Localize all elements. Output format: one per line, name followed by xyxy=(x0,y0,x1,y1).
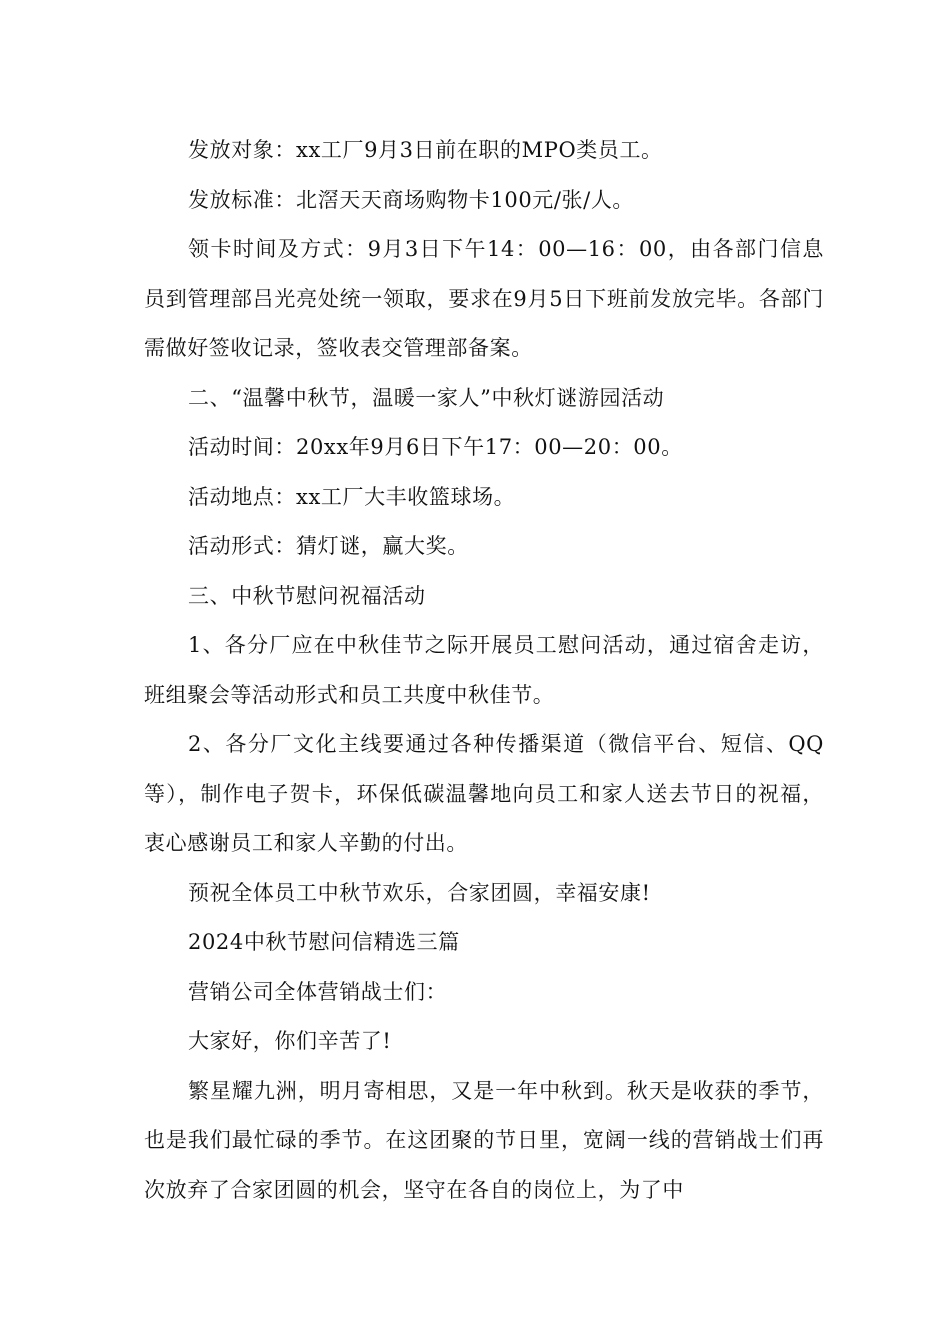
document-body xyxy=(144,126,824,1215)
paragraph-activity-time: 活动时间：20xx年9月6日下午17：00—20：00。 xyxy=(188,435,683,459)
letter-title: 2024中秋节慰问信精选三篇 xyxy=(188,930,460,954)
paragraph-standard: 发放标准：北滘天天商场购物卡100元/张/人。 xyxy=(188,187,635,212)
paragraph-item-1: 1、各分厂应在中秋佳节之际开展员工慰问活动，通过宿舍走访，班组聚会等活动形式和员工共度中秋佳节。 xyxy=(144,633,824,707)
section-heading-condolence: 三、中秋节慰问祝福活动 xyxy=(188,583,426,608)
paragraph-wishes: 预祝全体员工中秋节欢乐，合家团圆，幸福安康! xyxy=(188,880,651,905)
letter-body: 繁星耀九洲，明月寄相思，又是一年中秋到。秋天是收获的季节，也是我们最忙碌的季节。在这团聚的节日里，宽阔一线的营销战士们再次放弃了合家团圆的机会，坚守在各自的岗位上，为了中 xyxy=(144,1078,824,1202)
paragraph-card-pickup: 领卡时间及方式：9月3日下午14：00—16：00，由各部门信息员到管理部吕光亮处统一领取，要求在9月5日下班前发放完毕。各部门需做好签收记录，签收表交管理部备案。 xyxy=(144,237,824,360)
paragraph-recipients: 发放对象：xx工厂9月3日前在职的MPO类员工。 xyxy=(188,138,663,162)
paragraph-item-2: 2、各分厂文化主线要通过各种传播渠道（微信平台、短信、QQ等），制作电子贺卡，环保低碳温馨地向员工和家人送去节日的祝福，衷心感谢员工和家人辛勤的付出。 xyxy=(144,732,824,855)
paragraph-activity-format: 活动形式：猜灯谜，赢大奖。 xyxy=(188,534,469,558)
paragraph-activity-location: 活动地点：xx工厂大丰收篮球场。 xyxy=(188,484,516,509)
letter-greeting: 大家好，你们辛苦了! xyxy=(188,1029,392,1053)
letter-salutation: 营销公司全体营销战士们： xyxy=(188,979,448,1004)
section-heading-lantern-riddles: 二、“温馨中秋节，温暖一家人”中秋灯谜游园活动 xyxy=(188,385,665,410)
